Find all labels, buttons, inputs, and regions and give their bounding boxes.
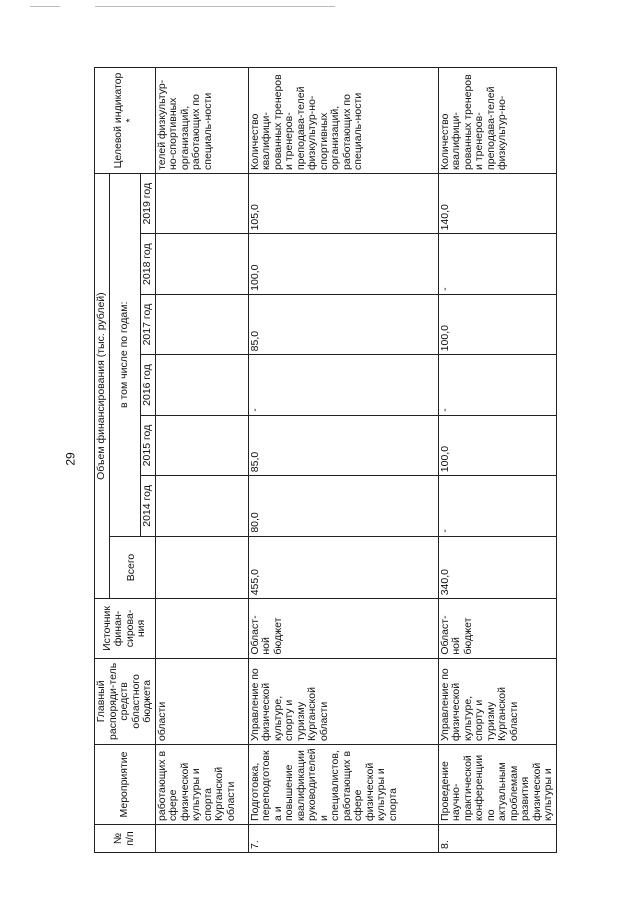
scan-artifact [95, 6, 335, 7]
cell-year: - [248, 355, 438, 415]
cell-main-manager: области [155, 658, 248, 744]
cell-year: 100,0 [438, 415, 556, 475]
cell-year: 100,0 [248, 234, 438, 294]
cell-total: 455,0 [248, 536, 438, 599]
cell-event: работающих в сфере физической культуры и спорта Курганской области [155, 745, 248, 825]
header-source: Источник финан-сирова-ния [95, 599, 156, 658]
cell-year [155, 173, 248, 233]
cell-year: - [438, 355, 556, 415]
cell-year [155, 234, 248, 294]
cell-source [155, 599, 248, 658]
cell-year: - [438, 234, 556, 294]
cell-year: 105,0 [248, 173, 438, 233]
cell-year [155, 476, 248, 536]
table-row [155, 68, 248, 853]
cell-event: Подготовка, переподготовка и повышение квалификации руководителей и специалистов, работающих в сфере физической культуры и спорта [248, 745, 438, 825]
cell-no: 7. [248, 824, 438, 852]
header-event: Мероприятие [95, 745, 156, 825]
cell-indicator: Количество квалифици-рованных тренеров и тренеров-преподава-телей физкультур-но- [438, 68, 556, 174]
cell-year: 140,0 [438, 173, 556, 233]
table-row [438, 68, 556, 853]
cell-main-manager: Управление по физической культуре, спорту и туризму Курганской области [248, 658, 438, 744]
header-main-manager: Главный распоряди-тель средств областного бюджета [95, 658, 156, 744]
cell-no: 8. [438, 824, 556, 852]
cell-year: 85,0 [248, 294, 438, 354]
cell-year: - [438, 476, 556, 536]
cell-total [155, 536, 248, 599]
header-year: 2017 год [141, 294, 156, 354]
header-total: Всего [109, 536, 155, 599]
table-row [248, 68, 438, 853]
cell-year [155, 415, 248, 475]
header-by-years: в том числе по годам: [109, 173, 141, 536]
cell-source: Област-ной бюджет [438, 599, 556, 658]
header-year: 2018 год [141, 234, 156, 294]
cell-year: 80,0 [248, 476, 438, 536]
cell-source: Област-ной бюджет [248, 599, 438, 658]
cell-indicator: Количество квалифици-рованных тренеров и тренеров-преподава-телей физкультур-но-спортивных организаций, работающих по специаль-ности [248, 68, 438, 174]
rotated-table-container [94, 67, 634, 853]
page-number: 29 [63, 452, 78, 466]
header-no: № п/п [95, 824, 156, 852]
header-year: 2015 год [141, 415, 156, 475]
cell-no [155, 824, 248, 852]
header-year: 2014 год [141, 476, 156, 536]
cell-year [155, 294, 248, 354]
header-indicator: Целевой индикатор * [95, 68, 156, 174]
cell-event: Проведение научно-практической конференции по актуальным проблемам развития физической культуры и [438, 745, 556, 825]
cell-year: 100,0 [438, 294, 556, 354]
cell-total: 340,0 [438, 536, 556, 599]
funding-table [94, 67, 557, 853]
cell-year: 85,0 [248, 415, 438, 475]
header-funding-volume: Объем финансирования (тыс. рублей) [95, 173, 110, 598]
cell-main-manager: Управление по физической культуре, спорту и туризму Курганской области [438, 658, 556, 744]
header-year: 2019 год [141, 173, 156, 233]
header-year: 2016 год [141, 355, 156, 415]
scan-artifact [30, 6, 60, 7]
cell-indicator: телей физкультур-но-спортивных организаций, работающих по специаль-ности [155, 68, 248, 174]
cell-year [155, 355, 248, 415]
